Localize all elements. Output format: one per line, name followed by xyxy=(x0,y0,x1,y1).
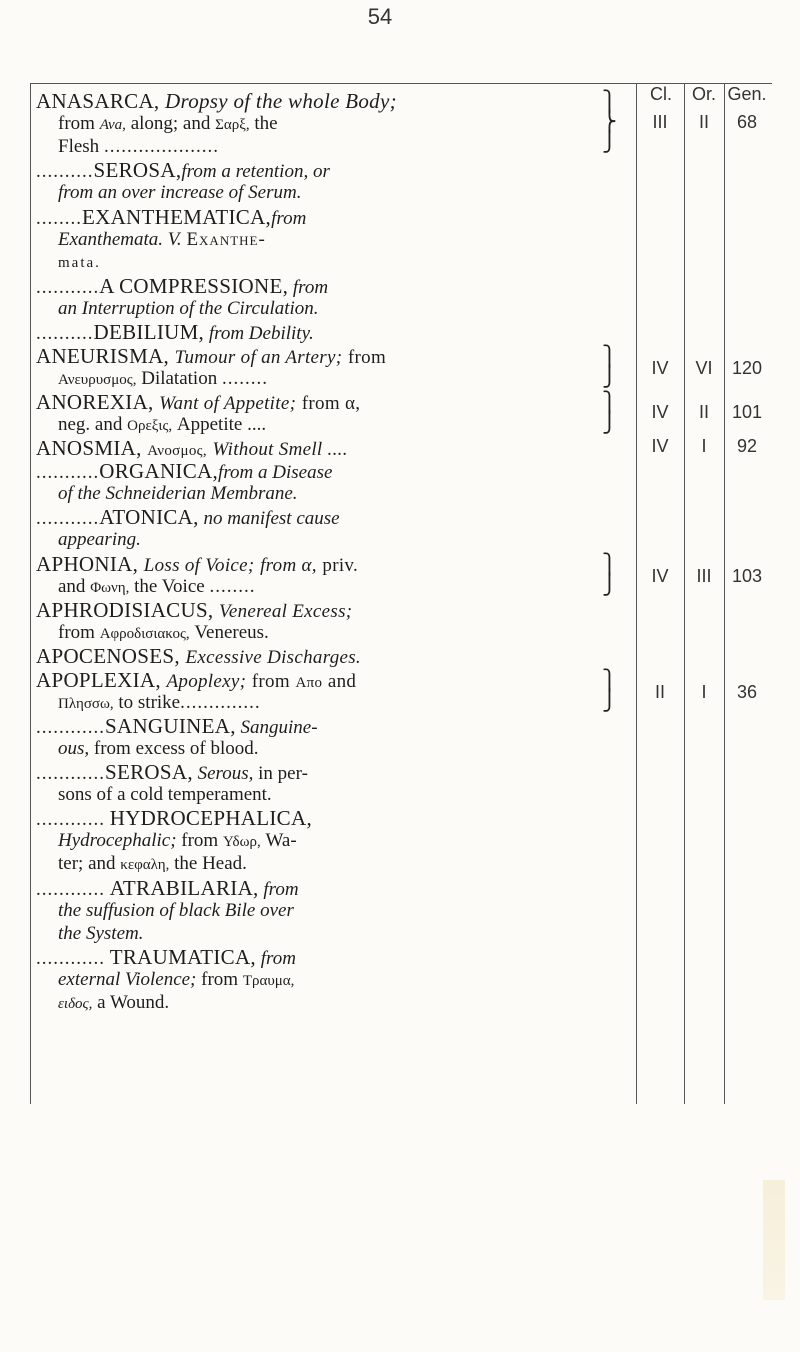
or-apoplexia: I xyxy=(701,682,707,702)
entry-hydrocephalica: ............ HYDROCEPHALICA, xyxy=(36,806,313,830)
entry-hydrocephalica-line2: Hydrocephalic; from Υδωρ, Wa- xyxy=(58,830,297,851)
entry-aphonia-line2: and Φωνη, the Voice ........ xyxy=(58,576,256,597)
entry-organica: ...........ORGANICA,from a Disease xyxy=(36,459,333,483)
cl-anorexia: IV xyxy=(651,402,669,422)
brace-anorexia: ⎫ ⎭ xyxy=(602,392,617,434)
entry-sanguinea: ............SANGUINEA, Sanguine- xyxy=(36,714,318,738)
entry-compressione: ...........A COMPRESSIONE, from xyxy=(36,274,329,298)
entry-serosa-2-line2: sons of a cold temperament. xyxy=(58,784,272,805)
entry-aneurisma-line2: Ανευρυσμος, Dilatation ........ xyxy=(58,368,268,389)
entry-traumatica: ............ TRAUMATICA, from xyxy=(36,945,296,969)
column-divider-gen xyxy=(724,84,725,1104)
entry-aphrodisiacus: APHRODISIACUS, Venereal Excess; xyxy=(36,598,353,622)
entry-anasarca-line3: Flesh .................... xyxy=(58,136,219,157)
entry-debilium: ..........DEBILIUM, from Debility. xyxy=(36,320,314,344)
column-header-gen: Gen. xyxy=(727,84,767,104)
paper-stain xyxy=(763,1180,785,1300)
entry-apocenoses: APOCENOSES, Excessive Discharges. xyxy=(36,644,361,668)
column-divider-or xyxy=(684,84,685,1104)
entry-exanthematica: ........EXANTHEMATICA,from xyxy=(36,205,307,229)
entry-serosa-line2: from an over increase of Serum. xyxy=(58,182,302,203)
brace-apoplexia: ⎫ ⎭ xyxy=(602,670,617,712)
entry-sanguinea-line2: ous, from excess of blood. xyxy=(58,738,259,759)
table-left-rule xyxy=(30,84,31,1104)
entry-apoplexia-line2: Πλησσω, to strike.............. xyxy=(58,692,261,713)
entry-anorexia: ANOREXIA, Want of Appetite; from α, xyxy=(36,390,361,414)
cl-anasarca: III xyxy=(652,112,668,132)
gen-aphonia: 103 xyxy=(731,566,763,586)
cl-aneurisma: IV xyxy=(651,358,669,378)
gen-aneurisma: 120 xyxy=(731,358,763,378)
entry-atonica: ...........ATONICA, no manifest cause xyxy=(36,505,340,529)
cl-anosmia: IV xyxy=(651,436,669,456)
brace-anasarca: ⎫ ⎬ ⎭ xyxy=(602,91,617,153)
entry-serosa-2: ............SEROSA, Serous, in per- xyxy=(36,760,308,784)
cl-apoplexia: II xyxy=(654,682,665,702)
brace-aphonia: ⎫ ⎭ xyxy=(602,554,617,596)
entry-aphrodisiacus-line2: from Αφροδισιακος, Venereus. xyxy=(58,622,269,643)
cl-aphonia: IV xyxy=(651,566,669,586)
entry-organica-line2: of the Schneiderian Membrane. xyxy=(58,483,298,504)
entry-atonica-line2: appearing. xyxy=(58,529,141,550)
entry-atrabilaria: ............ ATRABILARIA, from xyxy=(36,876,299,900)
entry-atrabilaria-line2: the suffusion of black Bile over xyxy=(58,900,294,921)
gen-apoplexia: 36 xyxy=(736,682,758,702)
or-aphonia: III xyxy=(696,566,712,586)
page-number: 54 xyxy=(367,4,393,29)
column-header-or: Or. xyxy=(691,84,716,104)
brace-aneurisma: ⎫ ⎭ xyxy=(602,346,617,388)
gen-anasarca: 68 xyxy=(736,112,758,132)
or-anasarca: II xyxy=(698,112,709,132)
entry-atrabilaria-line3: the System. xyxy=(58,923,144,944)
entry-anorexia-line2: neg. and Ορεξις, Appetite .... xyxy=(58,414,267,435)
column-header-cl: Cl. xyxy=(650,84,672,104)
or-anosmia: I xyxy=(701,436,707,456)
entry-anosmia: ANOSMIA, Ανοσμος, Without Smell .... xyxy=(36,436,348,460)
entry-exanthematica-line2: Exanthemata. V. Exanthe- xyxy=(58,229,266,250)
entry-apoplexia: APOPLEXIA, Apoplexy; from Απο and xyxy=(36,668,357,692)
or-anorexia: II xyxy=(698,402,709,422)
entry-anasarca: ANASARCA, Dropsy of the whole Body; xyxy=(36,89,397,113)
entry-traumatica-line3: ειδος, a Wound. xyxy=(58,992,170,1013)
entry-exanthematica-line3: mata. xyxy=(58,255,101,271)
gen-anorexia: 101 xyxy=(731,402,763,422)
entry-anasarca-line2: from Ava, along; and Σαρξ, the xyxy=(58,113,278,134)
entry-serosa: ..........SEROSA,from a retention, or xyxy=(36,158,330,182)
entry-hydrocephalica-line3: ter; and κεφαλη, the Head. xyxy=(58,853,247,874)
gen-anosmia: 92 xyxy=(736,436,758,456)
entry-aneurisma: ANEURISMA, Tumour of an Artery; from xyxy=(36,344,387,368)
or-aneurisma: VI xyxy=(695,358,713,378)
column-divider-cl xyxy=(636,84,637,1104)
entry-traumatica-line2: external Violence; from Τραυμα, xyxy=(58,969,295,990)
entry-compressione-line2: an Interruption of the Circulation. xyxy=(58,298,319,319)
entry-aphonia: APHONIA, Loss of Voice; from α, priv. xyxy=(36,552,359,576)
